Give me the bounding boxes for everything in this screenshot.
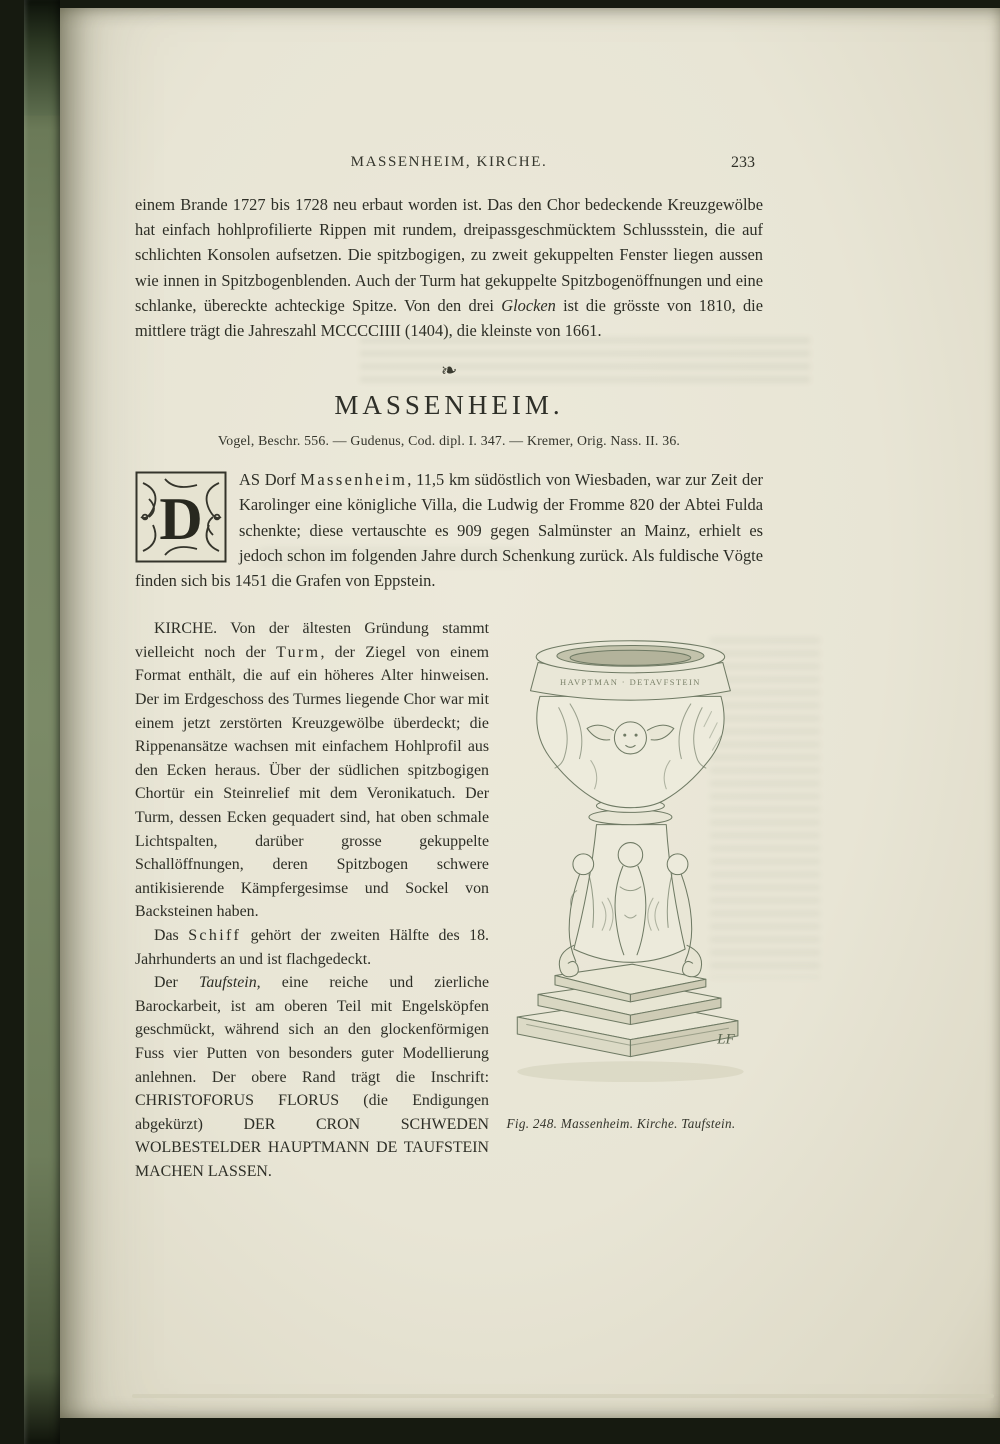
artist-monogram: LF <box>717 1031 735 1048</box>
schiff-spaced-word: Schiff <box>188 926 242 944</box>
book-binding <box>24 0 60 1444</box>
taufstein-text-1: Der <box>154 974 199 992</box>
schiff-paragraph <box>135 924 489 971</box>
taufstein-italic: Taufstein, <box>198 974 261 992</box>
schiff-text-2: gehört der zweiten Hälfte des 18. Jahrhunderts an und ist flachgedeckt. <box>135 926 489 968</box>
rim-inscription: HAVPTMAN · DETAVFSTEIN <box>560 677 701 688</box>
taufstein-paragraph <box>135 971 489 1183</box>
references-line: Vogel, Beschr. 556. — Gudenus, Cod. dipl. I. 347. — Kremer, Orig. Nass. II. 36. <box>217 433 681 449</box>
taufstein-text-2: eine reiche und zierliche Barockarbeit, ist am oberen Teil mit Engelsköpfen geschmückt, während sich an den glockenförmigen Fuss vier Putten von besonders guter Modellierung anlehnen. Der obere Rand trägt die Inschrift: CHRISTOFORUS FLORUS (die Endigungen abgekürzt) DER CRON SCHWEDEN WOLBESTELDER HAUPTMANN DE TAUFSTEIN MACHEN LASSEN. <box>135 974 490 1180</box>
page <box>60 8 1000 1418</box>
figure-caption: Fig. 248. Massenheim. Kirche. Taufstein. <box>506 1116 736 1132</box>
lead-text-2: , 11,5 km südöstlich von Wiesbaden, war zur Zeit der Karolinger eine königliche Villa, die Ludwig der Fromme 820 der Abtei Fulda schenkte; diese vertauschte es 909 gegen Salmünster an Mainz, erhielt es jedoch schon im folgenden Jahre durch Schenkung zurück. Als fuldische Vögte finden sich bis 1451 die Grafen von Eppstein. <box>135 470 763 591</box>
running-header <box>135 154 763 176</box>
lead-paragraph <box>135 467 763 593</box>
intro-text-1: einem Brande 1727 bis 1728 neu erbaut worden ist. Das den Chor bedeckende Kreuzgewölbe hat einfach hohlprofilierte Rippen mit rundem, dreipassgeschmücktem Schlussstein, die auf schlichten Konsolen aufsetzen. Die spitzbogigen, zu zweit gekuppelten Fenster liegen aussen wie innen in Spitzbogenblenden. Auch der Turm hat gekuppelte Spitzbogenöffnungen und eine schlanke, übereckte achteckige Spitze. Von den drei <box>135 195 763 315</box>
page-content <box>60 8 763 1183</box>
kirche-paragraph <box>135 617 489 924</box>
schiff-text-1: Das <box>154 926 189 944</box>
dropcap-letter: D <box>159 486 203 553</box>
running-title: MASSENHEIM, KIRCHE. <box>350 154 548 170</box>
kirche-text-2: , der Ziegel von einem Format enthält, die auf ein höheres Alter hinweisen. Der im Erdgeschoss des Turmes liegende Chor war mit einem jetzt zerstörten Kreuzgewölbe überdeckt; die Rippenansätze wachsen mit einfachem Hohlprofil aus den Ecken heraus. Über der südlichen spitzbogigen Chortür ein Steinrelief mit dem Veronikatuch. Der Turm, dessen Ecken gequadert sind, hat oben schmale Lichtspalten, darüber grosse gekuppelte Schallöffnungen, deren Spitzbogen schwere antikisierende Kämpfergesimse und Sockel von Backsteinen haben. <box>135 643 489 921</box>
kirche-text-1: KIRCHE. Von der ältesten Gründung stammt vielleicht noch der <box>135 620 489 661</box>
dropcap-initial-icon <box>135 471 227 565</box>
intro-paragraph <box>135 192 763 343</box>
left-text-column <box>135 617 489 1183</box>
kirche-spaced-turm: Turm <box>276 643 321 661</box>
taufstein-illustration <box>489 617 753 1108</box>
dropcap-ornament <box>135 471 227 563</box>
page-bottom-edge <box>132 1394 994 1398</box>
page-number: 233 <box>731 154 755 171</box>
intro-text-2: ist die grösste von 1810, die mittlere trägt die Jahreszahl MCCCCIIII (1404), die kleinste von 1661. <box>135 295 763 341</box>
section-title: MASSENHEIM. <box>334 390 564 421</box>
taufstein-drawing <box>489 617 753 1103</box>
lead-text-1: AS Dorf <box>239 470 301 490</box>
figure-taufstein <box>489 617 753 1183</box>
two-column-section <box>135 617 763 1183</box>
lead-spaced-name: Massenheim <box>300 470 408 490</box>
printer-ornament-icon: ❧ <box>439 359 459 384</box>
glocken-italic: Glocken <box>501 295 556 315</box>
